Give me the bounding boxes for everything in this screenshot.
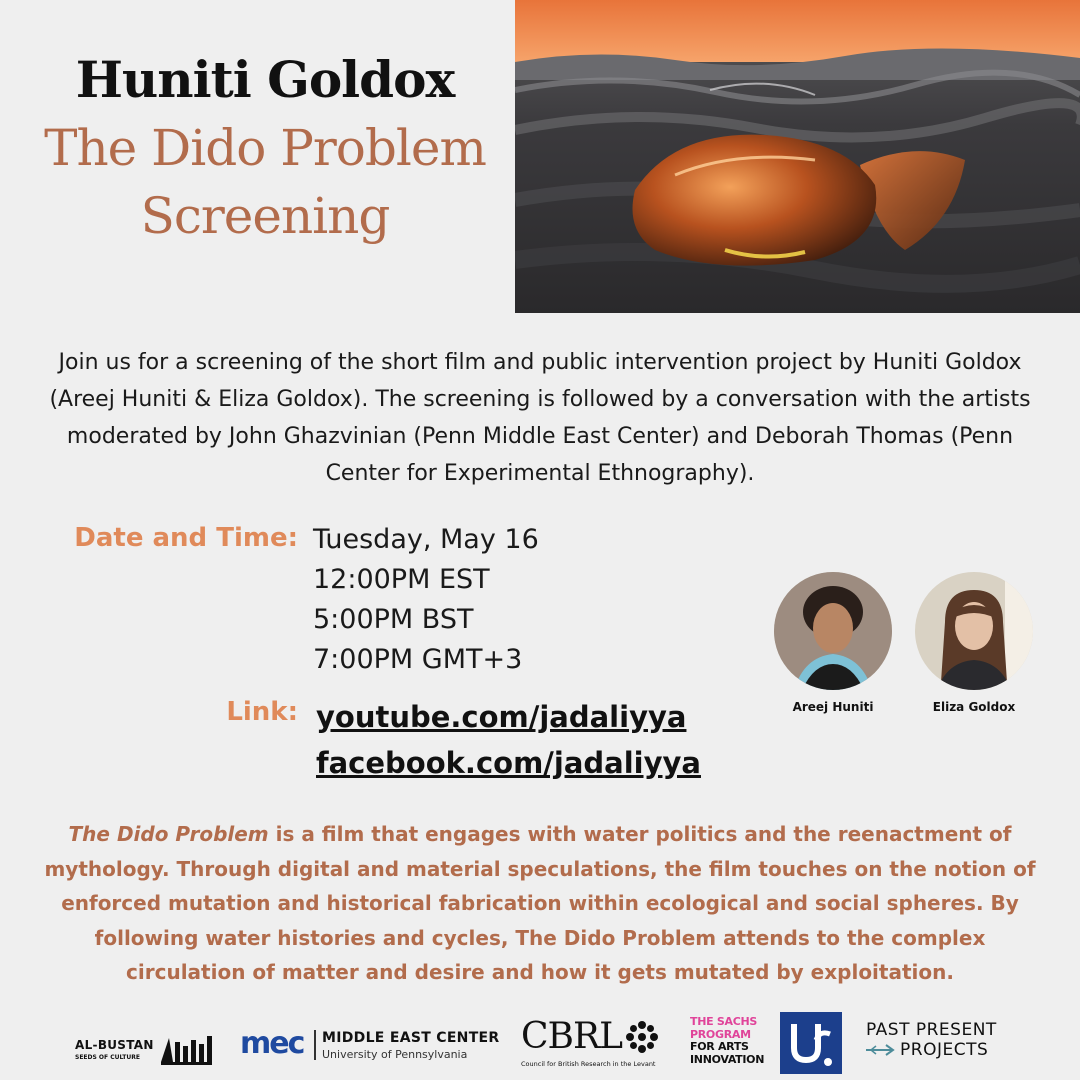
albustan-logo [75, 1028, 215, 1068]
event-time-bst: 5:00PM BST [313, 604, 474, 635]
facebook-link[interactable]: facebook.com/jadaliyya [316, 746, 701, 780]
sachs-line-1: THE SACHS [690, 1015, 757, 1028]
artist-title: Huniti Goldox [75, 50, 455, 109]
description-text: is a film that engages with water politics and the reenactment of mythology. Through digital and material speculations, the film touches on the notion of enforced mutation and historical fabrication within ecological and social spheres. By following water histories and cycles, The Dido Problem attends to the complex circulation of matter and desire and how it gets mutated by exploitation. [44, 822, 1036, 984]
ppp-line-2: PROJECTS [900, 1040, 989, 1060]
speaker-areej-huniti [763, 572, 903, 714]
link-label: Link: [226, 697, 298, 727]
youtube-link[interactable]: youtube.com/jadaliyya [316, 700, 687, 734]
arrow-right-icon [866, 1044, 900, 1056]
sachs-line-2: PROGRAM [690, 1027, 751, 1041]
sachs-line-4: INNOVATION [690, 1052, 765, 1066]
sachs-logo [690, 1016, 765, 1074]
speaker-name: Areej Huniti [792, 700, 874, 714]
description-film-title: The Dido Problem [68, 822, 269, 846]
ppp-line-1: PAST PRESENT [866, 1020, 997, 1040]
avatar [774, 572, 892, 690]
intro-paragraph: Join us for a screening of the short film and public intervention project by Huniti Goldox (Areej Huniti & Eliza Goldox). The screening is followed by a conversation with the artists moderated by John Ghazvinian (Penn Middle East Center) and Deborah Thomas (Penn Center for Experimental Ethnography). [49, 350, 1031, 486]
speaker-eliza-goldox [904, 572, 1044, 714]
title-block [30, 50, 500, 255]
event-time-gmt3: 7:00PM GMT+3 [313, 644, 523, 675]
cbrl-star-icon [625, 1020, 659, 1054]
sachs-line-3: FOR ARTS [690, 1040, 749, 1053]
sponsor-logos [0, 1010, 1080, 1075]
blue-monogram-logo [780, 1012, 842, 1074]
speaker-name: Eliza Goldox [932, 700, 1016, 714]
event-time-est: 12:00PM EST [313, 564, 490, 595]
date-time-label: Date and Time: [74, 523, 298, 553]
event-date: Tuesday, May 16 [313, 524, 539, 555]
albustan-mark-icon [159, 1032, 215, 1066]
cbrl-logo [521, 1016, 666, 1072]
cbrl-fullname: Council for British Research in the Levant [521, 1060, 656, 1068]
mec-divider [314, 1030, 316, 1060]
film-still-image [515, 0, 1080, 313]
film-title-line-2: Screening [140, 186, 390, 245]
past-present-projects-logo [866, 1020, 1016, 1064]
mec-mark: mec [240, 1026, 304, 1061]
film-title [30, 110, 500, 255]
mec-name: MIDDLE EAST CENTER [322, 1030, 500, 1046]
date-time-values [313, 520, 539, 680]
mec-logo [240, 1026, 502, 1066]
mec-university: University of Pennsylvania [322, 1048, 468, 1061]
monogram-icon [780, 1012, 842, 1074]
avatar [915, 572, 1033, 690]
cbrl-name: CBRL [521, 1016, 623, 1057]
albustan-name: AL-BUSTAN [75, 1038, 154, 1052]
event-links [316, 694, 701, 786]
albustan-tagline: SEEDS OF CULTURE [75, 1054, 140, 1061]
film-title-line-1: The Dido Problem [44, 119, 486, 177]
film-description [40, 817, 1040, 990]
